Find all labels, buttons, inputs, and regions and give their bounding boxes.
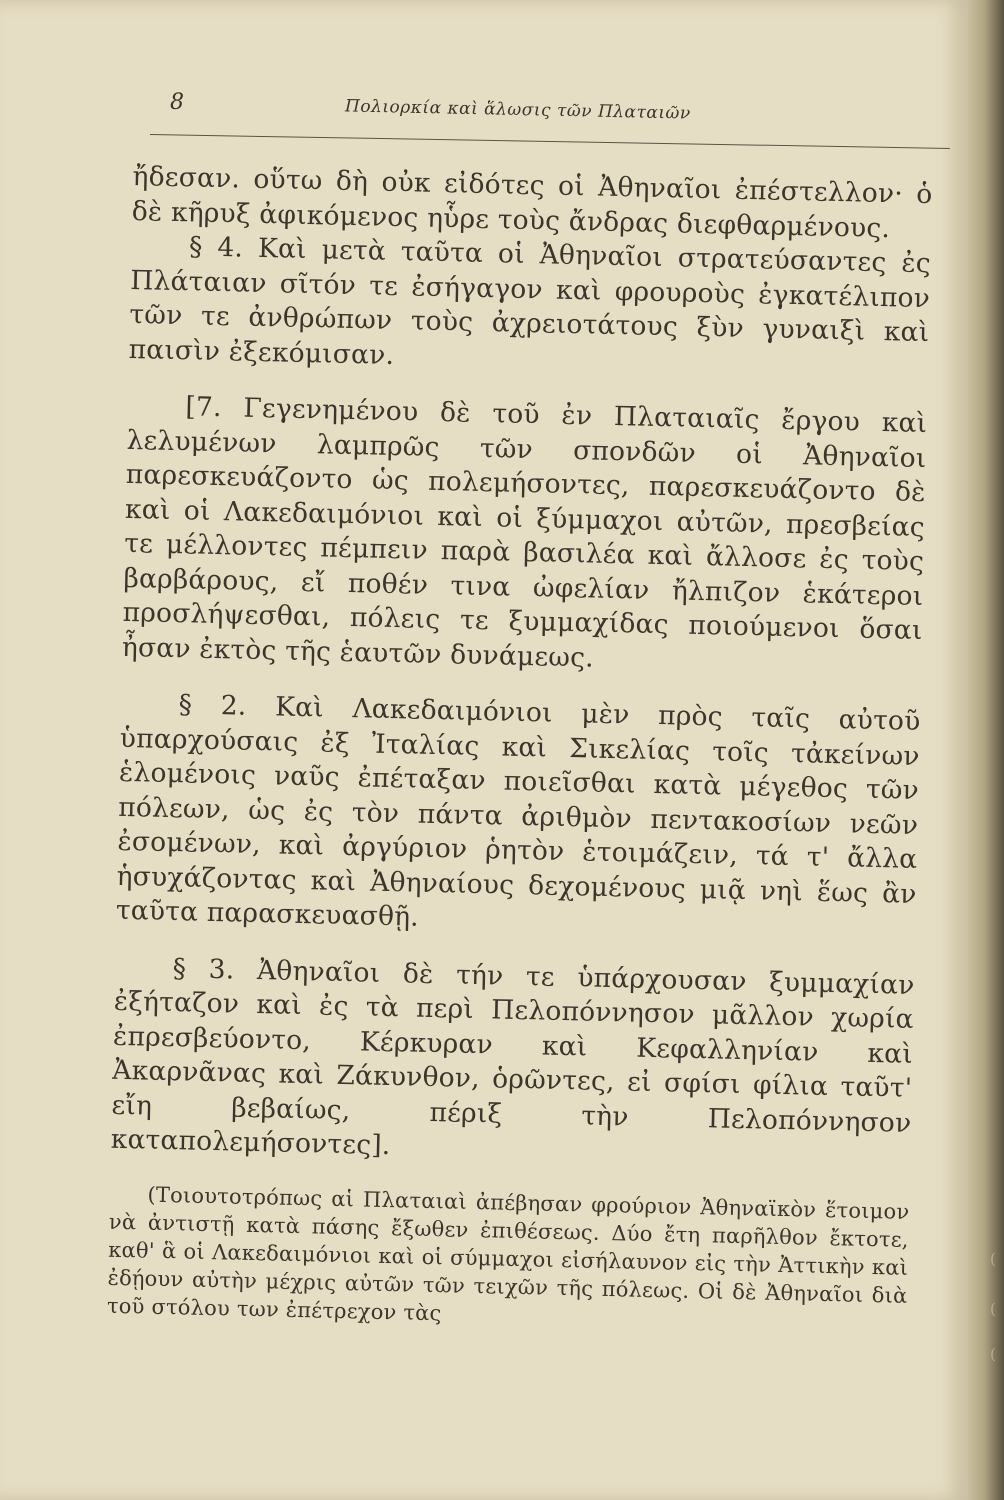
bleed-through-mark: (: [990, 1345, 996, 1363]
book-spine: [968, 0, 1004, 1500]
paragraph-section-3: § 3. Ἀθηναῖοι δὲ τήν τε ὑπάρχουσαν ξυμμαχίαν ἐξήταζον καὶ ἐς τὰ περὶ Πελοπόννησον μᾶλλον χωρία ἐπρεσβεύοντο, Κέρκυραν καὶ Κεφαλληνίαν καὶ Ἀκαρνᾶνας καὶ Ζάκυνθον, ὁρῶντες, εἰ σφίσι φίλια ταῦτ' εἴη βεβαίως, πέριξ τὴν Πελοπόννησον καταπολεμήσοντες].: [110, 952, 915, 1162]
paragraph-continuation: ἤδεσαν. οὕτω δὴ οὐκ εἰδότες οἱ Ἀθηναῖοι ἐπέστελλον· ὁ δὲ κῆρυξ ἀφικόμενος ηὗρε τοὺς ἄνδρας διεφθαρμένους.: [131, 160, 933, 244]
bleed-through-mark: (: [990, 1250, 996, 1268]
page-header: [150, 86, 960, 146]
commentary-note: (Τοιουτοτρόπως αἱ Πλαταιαὶ ἀπέβησαν φρούριον Ἀθηναϊκὸν ἕτοιμον νὰ ἀντιστῇ κατὰ πάσης ἔξωθεν ἐπιθέσεως. Δύο ἔτη παρῆλθον ἔκτοτε, καθ' ἃ οἱ Λακεδαιμόνιοι καὶ οἱ σύμμαχοι εἰσήλαυνον εἰς τὴν Ἀττικὴν καὶ ἐδῄουν αὐτὴν μέχρις αὐτῶν τῶν τειχῶν τῆς πόλεως. Οἱ δὲ Ἀθηναῖοι διὰ τοῦ στόλου των ἐπέτρεχον τὰς: [106, 1182, 910, 1325]
paragraph-chapter-7: [7. Γεγενημένου δὲ τοῦ ἐν Πλαταιαῖς ἔργου καὶ λελυμένων λαμπρῶς τῶν σπονδῶν οἱ Ἀθηναῖοι παρεσκευάζοντο ὡς πολεμήσοντες, παρεσκευάζοντο δὲ καὶ οἱ Λακεδαιμόνιοι καὶ οἱ ξύμμαχοι αὐτῶν, πρεσβείας τε μέλλοντες πέμπειν παρὰ βασιλέα καὶ ἄλλοσε ἐς τοὺς βαρβάρους, εἴ ποθέν τινα ὠφελίαν ἤλπιζον ἑκάτεροι προσλήψεσθαι, πόλεις τε ξυμμαχίδας ποιούμενοι ὅσαι ἦσαν ἐκτὸς τῆς ἑαυτῶν δυνάμεως.: [121, 391, 928, 674]
bleed-through-mark: (: [990, 1300, 996, 1318]
body-text: [107, 160, 933, 1337]
paragraph-section-4: § 4. Καὶ μετὰ ταῦτα οἱ Ἀθηναῖοι στρατεύσαντες ἐς Πλάταιαν σῖτόν τε ἐσήγαγον καὶ φρουροὺς ἐγκατέλιπον τῶν τε ἀνθρώπων τοὺς ἀχρειοτάτους ξὺν γυναιξὶ καὶ παισὶν ἐξεκόμισαν.: [128, 231, 932, 371]
running-title: Πολιορκία καὶ ἅλωσις τῶν Πλαταιῶν: [344, 96, 691, 124]
paragraph-section-2: § 2. Καὶ Λακεδαιμόνιοι μὲν πρὸς ταῖς αὐτοῦ ὑπαρχούσαις ἐξ Ἰταλίας καὶ Σικελίας τοῖς τἀκείνων ἑλομένοις ναῦς ἐπέταξαν ποιεῖσθαι κατὰ μέγεθος τῶν πόλεων, ὡς ἐς τὸν πάντα ἀριθμὸν πεντακοσίων νεῶν ἐσομένων, καὶ ἀργύριον ῥητὸν ἑτοιμάζειν, τά τ' ἄλλα ἡσυχάζοντας καὶ Ἀθηναίους δεχομένους μιᾷ νηὶ ἕως ἂν ταῦτα παρασκευασθῇ.: [115, 689, 921, 933]
page-number: 8: [170, 90, 184, 115]
